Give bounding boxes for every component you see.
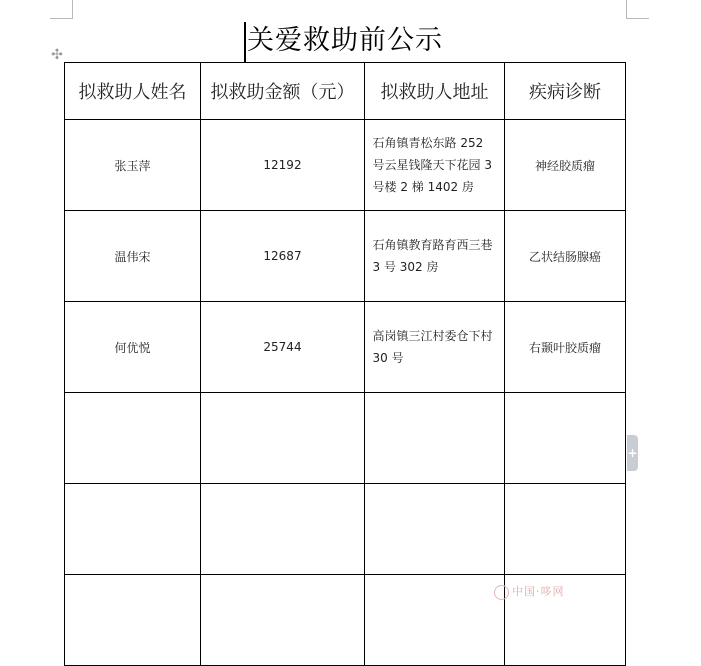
side-expand-tab-plus-icon[interactable]: + xyxy=(627,435,638,471)
cell-diagnosis[interactable] xyxy=(505,484,626,575)
table-row xyxy=(65,120,626,211)
cell-amount[interactable]: 12192 xyxy=(201,120,365,211)
cell-diagnosis[interactable]: 右颞叶胶质瘤 xyxy=(505,302,626,393)
relief-table xyxy=(64,62,626,666)
table-row xyxy=(65,211,626,302)
cell-diagnosis[interactable] xyxy=(505,393,626,484)
header-row xyxy=(65,63,626,120)
cell-amount[interactable]: 12687 xyxy=(201,211,365,302)
cell-amount[interactable]: 25744 xyxy=(201,302,365,393)
cell-name[interactable] xyxy=(65,393,201,484)
table-row xyxy=(65,484,626,575)
address-text: 石角镇教育路育西三巷 3 号 302 房 xyxy=(372,238,493,274)
watermark-logo xyxy=(494,583,565,600)
address-text: 高岗镇三江村委仓下村 30 号 xyxy=(372,329,493,365)
column-header-amount: 拟救助金额（元） xyxy=(201,63,365,120)
cell-diagnosis[interactable]: 乙状结肠腺癌 xyxy=(505,211,626,302)
table-row xyxy=(65,302,626,393)
table-move-handle-icon[interactable]: ✣ xyxy=(51,47,63,63)
cell-address[interactable] xyxy=(365,120,505,211)
cell-name[interactable]: 何优悦 xyxy=(65,302,201,393)
table-row xyxy=(65,393,626,484)
column-header-address: 拟救助人地址 xyxy=(365,63,505,120)
cell-amount[interactable] xyxy=(201,393,365,484)
cell-amount[interactable] xyxy=(201,484,365,575)
page-corner-mark-right xyxy=(626,0,649,19)
cell-address[interactable] xyxy=(365,484,505,575)
column-header-diagnosis: 疾病诊断 xyxy=(505,63,626,120)
cell-name[interactable]: 温伟宋 xyxy=(65,211,201,302)
cell-address[interactable] xyxy=(365,393,505,484)
document-title: 关爱救助前公示 xyxy=(244,22,443,62)
cell-name[interactable]: 张玉萍 xyxy=(65,120,201,211)
cell-address[interactable] xyxy=(365,575,505,666)
page-corner-mark-left xyxy=(50,0,73,19)
address-text: 石角镇青松东路 252 号云星钱隆天下花园 3 号楼 2 梯 1402 房 xyxy=(372,136,492,194)
cell-address[interactable] xyxy=(365,302,505,393)
cell-address[interactable] xyxy=(365,211,505,302)
cell-diagnosis[interactable]: 神经胶质瘤 xyxy=(505,120,626,211)
cell-name[interactable] xyxy=(65,575,201,666)
watermark-seal-icon xyxy=(494,585,509,600)
column-header-name: 拟救助人姓名 xyxy=(65,63,201,120)
watermark-text: 中国·哆网 xyxy=(512,585,565,598)
cell-name[interactable] xyxy=(65,484,201,575)
cell-amount[interactable] xyxy=(201,575,365,666)
